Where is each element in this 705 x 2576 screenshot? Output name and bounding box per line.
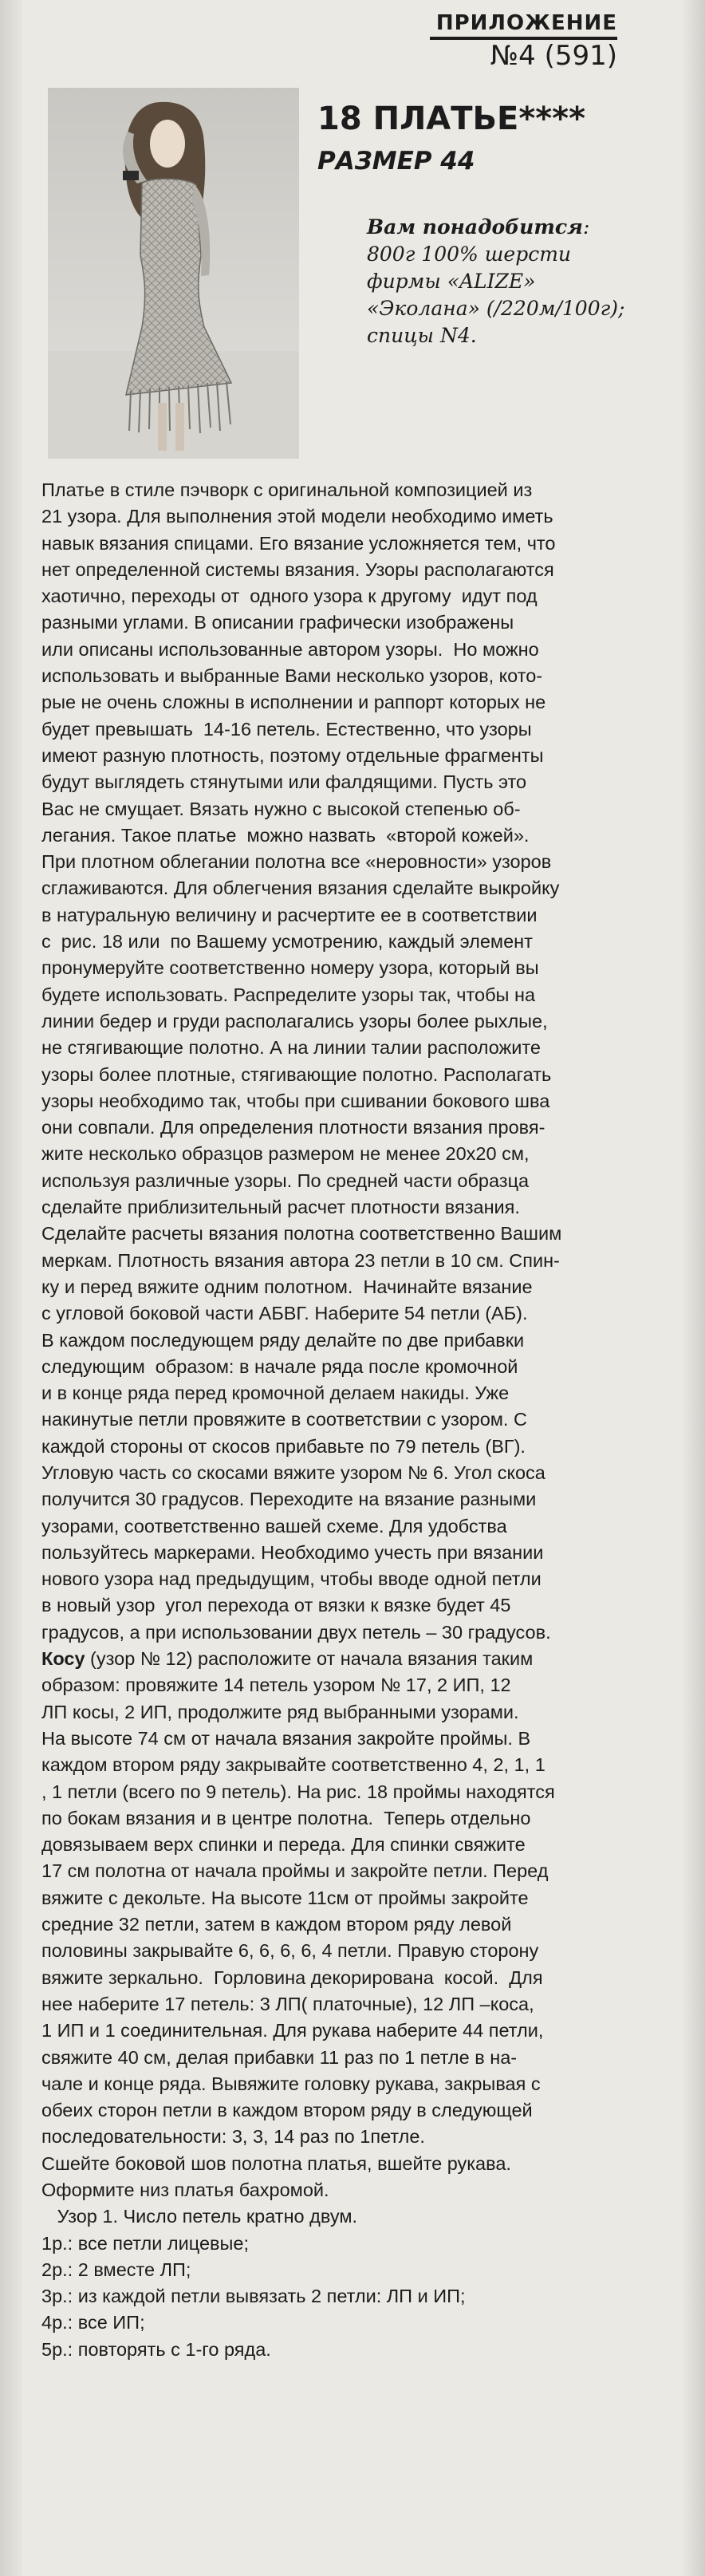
text-line: используя различные узоры. По средней части образца [41, 1170, 530, 1191]
text-line: вяжите с декольте. На высоте 11см от проймы закройте [41, 1887, 529, 1908]
page-header [430, 11, 617, 72]
text-line: 21 узора. Для выполнения этой модели необходимо иметь [41, 506, 553, 527]
text-line: свяжите 40 см, делая прибавки 11 раз по 1 петле в на- [41, 2046, 518, 2068]
pattern-row: 5р.: повторять с 1-го ряда. [41, 2338, 271, 2360]
text-line: сглаживаются. Для облегчения вязания сделайте выкройку [41, 878, 560, 899]
text-line: или описаны использованные автором узоры. Но можно [41, 638, 539, 660]
scan-left-edge [0, 0, 22, 2576]
text-line: и в конце ряда перед кромочной делаем накиды. Уже [41, 1383, 510, 1404]
materials-label: Вам понадобится [367, 215, 583, 239]
text-line: имеют разную плотность, поэтому отдельные фрагменты [41, 744, 544, 766]
scan-right-edge [681, 0, 705, 2576]
pattern-row: 3р.: из каждой петли вывязать 2 петли: ЛП и ИП; [41, 2286, 466, 2307]
text-line: градусов, а при использовании двух петель – 30 градусов. [41, 1621, 551, 1643]
model-photo [48, 88, 299, 459]
text-line: вяжите зеркально. Горловина декорирована косой. Для [41, 1967, 543, 1988]
text-line: легания. Такое платье можно назвать «второй кожей». [41, 824, 530, 846]
kosa-term: Косу [41, 1648, 85, 1670]
text-line: средние 32 петли, затем в каждом втором ряду левой [41, 1914, 512, 1935]
text-line: в новый узор угол перехода от вязки к вязке будет 45 [41, 1595, 511, 1616]
text-line: будет превышать 14-16 петель. Естественно, что узоры [41, 718, 532, 740]
text-line: чале и конце ряда. Вывяжите головку рукава, закрывая с [41, 2073, 541, 2094]
text-line: Оформите низ платья бахромой. [41, 2180, 329, 2200]
text-line: узорами, соответственно вашей схеме. Для удобства [41, 1515, 507, 1537]
text-line: каждой стороны от скосов прибавьте по 79 петель (ВГ). [41, 1435, 526, 1457]
text-line: При плотном облегании полотна все «неровности» узоров [41, 851, 552, 873]
text-line: пронумеруйте соответственно номеру узора, который вы [41, 957, 539, 979]
materials-text: : 800г 100% шерсти фирмы «ALIZE» «Эколана» (/220м/100г); спицы N4. [367, 215, 625, 347]
kosa-text: (узор № 12) расположите от начала вязания таким [85, 1648, 534, 1670]
pattern-row: 2р.: 2 вместе ЛП; [41, 2258, 191, 2280]
issue-number: №4 (591) [490, 40, 617, 72]
text-line: меркам. Плотность вязания автора 23 петли в 10 см. Спин- [41, 1249, 560, 1271]
text-line: ку и перед вяжите одним полотном. Начинайте вязание [41, 1276, 533, 1297]
text-line: каждом втором ряду закрывайте соответственно 4, 2, 1, 1 [41, 1754, 545, 1776]
text-line: хаотично, переходы от одного узора к другому идут под [41, 586, 538, 607]
text-line: 17 см полотна от начала проймы и закройте петли. Перед [41, 1860, 549, 1882]
text-line: они совпали. Для определения плотности вязания провя- [41, 1117, 545, 1138]
pattern-heading: Узор 1. Число петель кратно двум. [41, 2206, 358, 2227]
text-line: нее наберите 17 петель: 3 ЛП( платочные), 12 ЛП –коса, [41, 1993, 534, 2014]
text-line: последовательности: 3, 3, 14 раз по 1петле. [41, 2126, 425, 2148]
text-line: нового узора над предыдущим, чтобы вводе одной петли [41, 1568, 542, 1590]
text-line: использовать и выбранные Вами несколько узоров, кото- [41, 665, 543, 687]
text-line: половины закрывайте 6, 6, 6, 6, 4 петли. Правую сторону [41, 1940, 539, 1962]
text-line: будут выглядеть стянутыми или фалдящими. Пусть это [41, 771, 527, 793]
text-line: узоры более плотные, стягивающие полотно. Располагать [41, 1063, 552, 1085]
text-line: жите несколько образцов размером не менее 20x20 см, [41, 1143, 530, 1165]
text-line: навык вязания спицами. Его вязание усложняется тем, что [41, 532, 556, 554]
text-line: накинутые петли провяжите в соответствии с узором. С [41, 1409, 527, 1430]
pattern-row: 4р.: все ИП; [41, 2312, 145, 2333]
text-line: 1 ИП и 1 соединительная. Для рукава наберите 44 петли, [41, 2020, 544, 2041]
text-line: по бокам вязания и в центре полотна. Теперь отдельно [41, 1807, 531, 1828]
text-line: в натуральную величину и расчертите ее в соответствии [41, 904, 538, 925]
text-line: будете использовать. Распределите узоры так, чтобы на [41, 984, 536, 1005]
text-line: Вас не смущает. Вязать нужно с высокой степенью об- [41, 798, 521, 819]
dress-photo-illustration [48, 88, 299, 459]
text-line: не стягивающие полотно. А на линии талии расположите [41, 1037, 541, 1059]
text-line: с рис. 18 или по Вашему усмотрению, каждый элемент [41, 931, 533, 953]
section-label: ПРИЛОЖЕНИЕ [435, 11, 617, 35]
text-line: Сделайте расчеты вязания полотна соответственно Вашим [41, 1223, 562, 1245]
text-line: линии бедер и груди располагались узоры более рыхлые, [41, 1010, 548, 1032]
pattern-title: 18 ПЛАТЬЕ**** [317, 101, 586, 137]
text-line: рые не очень сложны в исполнении и раппорт которых не [41, 692, 546, 713]
text-line: пользуйтесь маркерами. Необходимо учесть при вязании [41, 1541, 544, 1563]
text-line: обеих сторон петли в каждом втором ряду в следующей [41, 2100, 533, 2121]
text-line: В каждом последующем ряду делайте по две прибавки [41, 1329, 525, 1351]
kosa-line [41, 1646, 648, 1672]
text-line: узоры необходимо так, чтобы при сшивании бокового шва [41, 1090, 550, 1111]
materials-needed [367, 214, 638, 349]
text-line: довязываем верх спинки и переда. Для спинки свяжите [41, 1834, 526, 1856]
text-line: Угловую часть со скосами вяжите узором № 6. Угол скоса [41, 1462, 545, 1483]
pattern-row: 1р.: все петли лицевые; [41, 2232, 250, 2254]
text-line: нет определенной системы вязания. Узоры располагаются [41, 558, 554, 580]
text-line: Платье в стиле пэчворк с оригинальной композицией из [41, 479, 533, 500]
text-line: ЛП косы, 2 ИП, продолжите ряд выбранными узорами. [41, 1701, 519, 1722]
text-line: образом: провяжите 14 петель узором № 17, 2 ИП, 12 [41, 1675, 511, 1696]
text-line: На высоте 74 см от начала вязания закройте проймы. В [41, 1727, 531, 1749]
text-line: Сшейте боковой шов полотна платья, вшейте рукава. [41, 2152, 511, 2174]
text-line: получится 30 градусов. Переходите на вязание разными [41, 1489, 537, 1510]
text-line: сделайте приблизительный расчет плотности вязания. [41, 1197, 520, 1218]
instructions-text [41, 477, 648, 2363]
pattern-size: РАЗМЕР 44 [317, 147, 475, 176]
text-line: , 1 петли (всего по 9 петель). На рис. 18 проймы находятся [41, 1781, 555, 1802]
text-line: следующим образом: в начале ряда после кромочной [41, 1355, 518, 1377]
text-line: с угловой боковой части АБВГ. Наберите 54 петли (АБ). [41, 1303, 528, 1324]
text-line: разными углами. В описании графически изображены [41, 612, 514, 633]
